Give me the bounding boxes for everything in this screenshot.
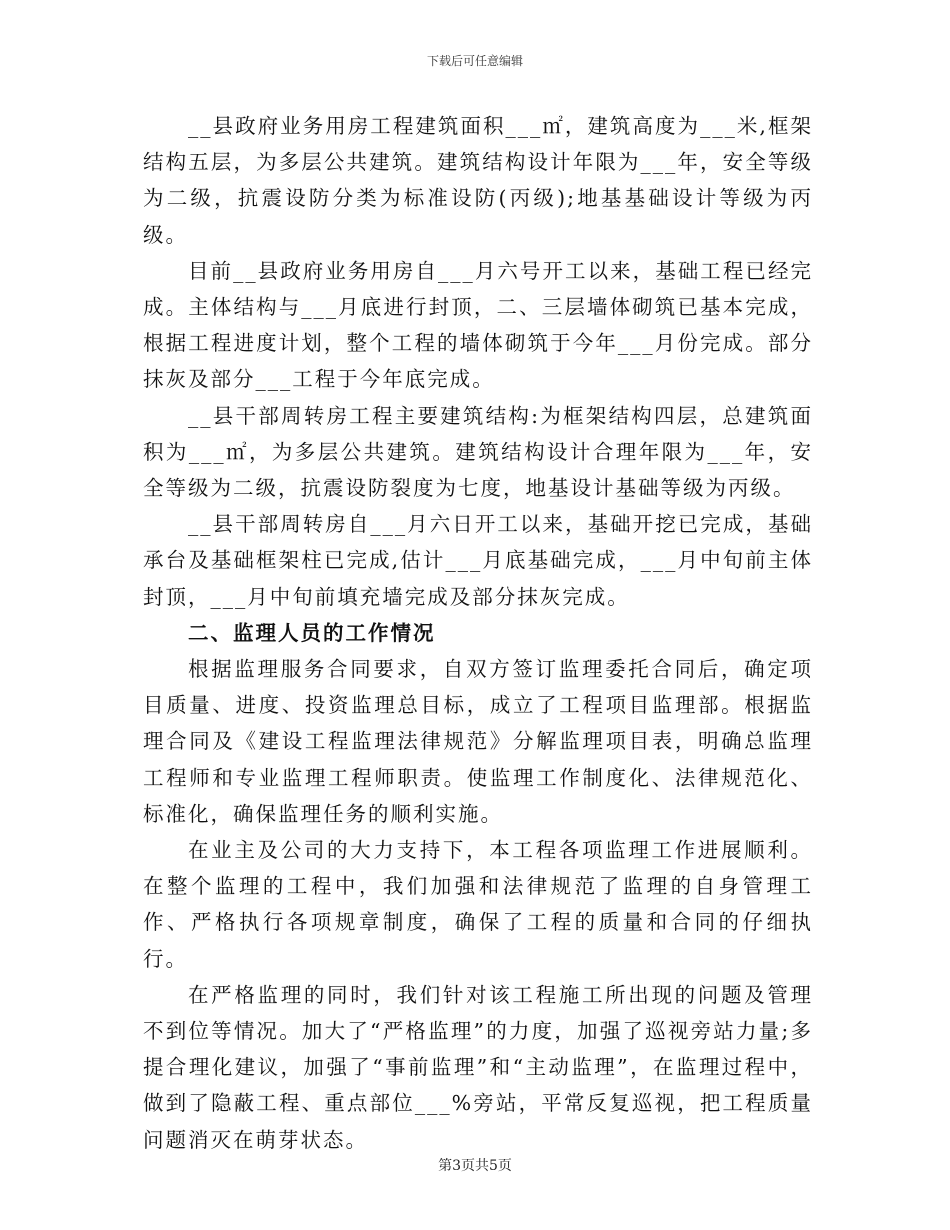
paragraph-office-building-overview: __县政府业务用房工程建筑面积___㎡，建筑高度为___米,框架结构五层，为多层公共建筑。建筑结构设计年限为___年，安全等级为二级，抗震设防分类为标准设防(丙级);地基基础设计等级为丙级。 bbox=[143, 114, 813, 247]
page-number: 第3页共5页 bbox=[438, 1158, 512, 1174]
paragraph-staff-housing-overview: __县干部周转房工程主要建筑结构:为框架结构四层，总建筑面积为___㎡，为多层公共建筑。建筑结构设计合理年限为___年，安全等级为二级，抗震设防裂度为七度，地基设计基础等级为丙级。 bbox=[143, 403, 813, 501]
paragraph-office-building-progress: 目前__县政府业务用房自___月六号开工以来，基础工程已经完成。主体结构与___月底进行封顶，二、三层墙体砌筑已基本完成，根据工程进度计划，整个工程的墙体砌筑于今年___月份完成。部分抹灰及部分___工程于今年底完成。 bbox=[143, 258, 813, 392]
paragraph-supervision-setup: 根据监理服务合同要求，自双方签订监理委托合同后，确定项目质量、进度、投资监理总目标，成立了工程项目监理部。根据监理合同及《建设工程监理法律规范》分解监理项目表，明确总监理工程师和专业监理工程师职责。使监理工作制度化、法律规范化、标准化，确保监理任务的顺利实施。 bbox=[143, 657, 813, 826]
paragraph-supervision-progress: 在业主及公司的大力支持下，本工程各项监理工作进展顺利。在整个监理的工程中，我们加强和法律规范了监理的自身管理工作、严格执行各项规章制度，确保了工程的质量和合同的仔细执行。 bbox=[143, 838, 813, 971]
paragraph-staff-housing-progress: __县干部周转房自___月六日开工以来，基础开挖已完成，基础承台及基础框架柱已完成,估计___月底基础完成，___月中旬前主体封顶，___月中旬前填充墙完成及部分抹灰完成。 bbox=[143, 512, 813, 609]
document-body bbox=[143, 108, 813, 1158]
paragraph-strict-supervision: 在严格监理的同时，我们针对该工程施工所出现的问题及管理不到位等情况。加大了“严格监理”的力度，加强了巡视旁站力量;多提合理化建议，加强了“事前监理”和“主动监理”，在监理过程中，做到了隐蔽工程、重点部位___%旁站，平常反复巡视，把工程质量问题消灭在萌芽状态。 bbox=[143, 982, 813, 1152]
page-header: 下载后可任意编辑 bbox=[426, 54, 523, 68]
section-heading: 二、监理人员的工作情况 bbox=[188, 620, 436, 645]
